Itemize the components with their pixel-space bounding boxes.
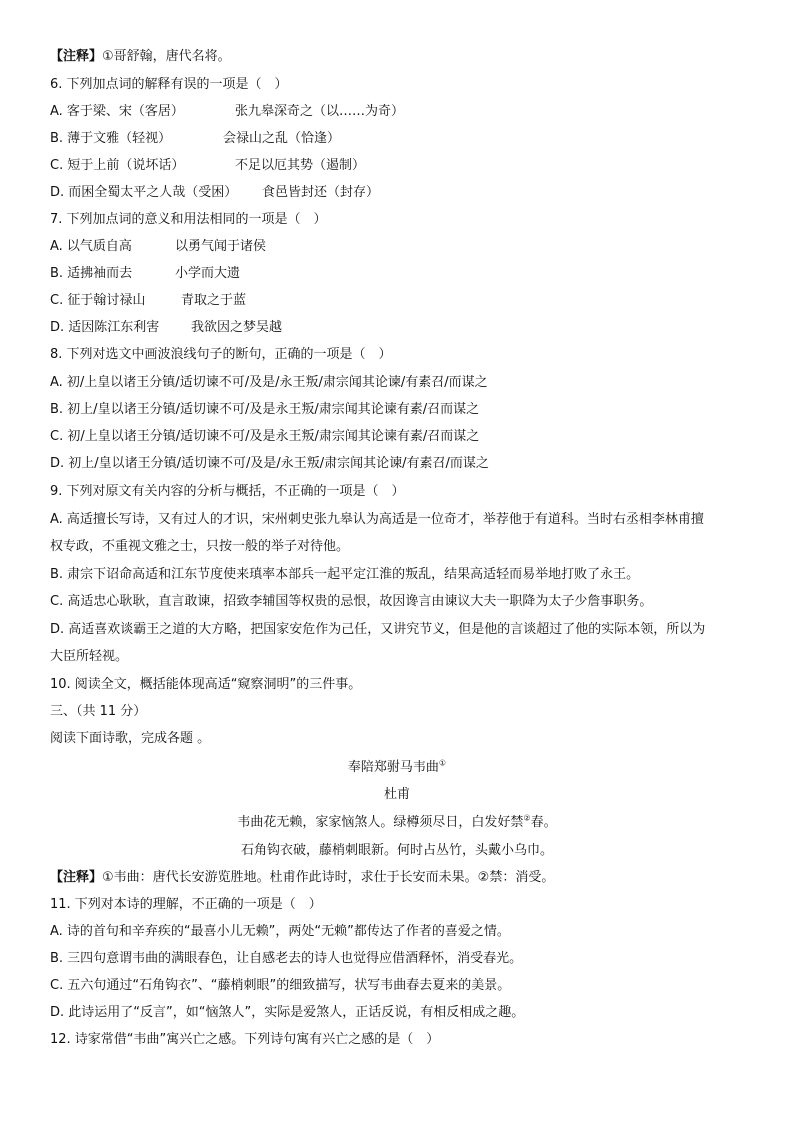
q7-option-a <box>50 233 762 260</box>
q6-b-left: B. 薄于文雅（轻视） <box>50 131 172 146</box>
poem-instruction: 阅读下面诗歌，完成各题 。 <box>50 731 211 746</box>
note-text: ①哥舒翰，唐代名将。 <box>102 49 231 64</box>
section-3-heading: 三、（共 11 分） <box>50 704 147 719</box>
poem-line-1-footnote: ② <box>523 813 531 823</box>
q8-stem: 8. 下列对选文中画波浪线句子的断句，正确的一项是（ ） <box>50 347 392 362</box>
q7-b-left: B. 适拂袖而去 <box>50 266 133 281</box>
q11-option-c: C. 五六句通过“石角钩衣”、“藤梢刺眼”的细致描写，状写韦曲春去夏来的美景。 <box>50 978 511 993</box>
q7-a-right: 以勇气闻于诸侯 <box>175 239 267 254</box>
poem-line-2: 石角钩衣破，藤梢刺眼新。何时占丛竹，头戴小乌巾。 <box>240 843 553 858</box>
q9-option-d-line1: D. 高适喜欢谈霸王之道的大方略，把国家安危作为己任，又讲究节义，但是他的言谈超过了他的实际本领，所以为 <box>50 622 706 637</box>
q9-stem: 9. 下列对原文有关内容的分析与概括，不正确的一项是（ ） <box>50 484 405 499</box>
q7-c-right: 青取之于蓝 <box>181 293 247 308</box>
q11-option-b: B. 三四句意谓韦曲的满眼春色，让自感老去的诗人也觉得应借酒释怀，消受春光。 <box>50 951 523 966</box>
q6-d-left: D. 而困全蜀太平之人哉（受困） <box>50 185 238 200</box>
poem-title <box>0 754 794 781</box>
q7-c-left: C. 征于翰讨禄山 <box>50 293 146 308</box>
q6-a-left: A. 客于梁、宋（客居） <box>50 104 184 119</box>
q6-option-b <box>50 125 762 152</box>
poem-line-1 <box>0 809 794 836</box>
q6-c-left: C. 短于上前（说坏话） <box>50 158 185 173</box>
poem-line-1-text-a: 韦曲花无赖，家家恼煞人。绿樽须尽日，白发好禁 <box>237 815 524 830</box>
note-poem <box>50 864 762 891</box>
q7-d-right: 我欲因之梦吴越 <box>191 320 283 335</box>
q12-stem: 12. 诗家常借“韦曲”寓兴亡之感。下列诗句寓有兴亡之感的是（ ） <box>50 1032 440 1047</box>
q8-option-b: B. 初上/皇以诸王分镇/适切谏不可/及是永王叛/肃宗闻其论谏有素/召而谋之 <box>50 402 480 417</box>
q9-option-b: B. 肃宗下诏命高适和江东节度使来瑱率本部兵一起平定江淮的叛乱，结果高适轻而易举地打败了永王。 <box>50 567 640 582</box>
q6-b-right: 会禄山之乱（恰逢） <box>223 131 341 146</box>
q7-stem: 7. 下列加点词的意义和用法相同的一项是（ ） <box>50 212 327 227</box>
q8-option-a: A. 初/上皇以诸王分镇/适切谏不可/及是/永王叛/肃宗闻其论谏/有素召/而谋之 <box>50 375 488 390</box>
q7-option-c <box>50 287 762 314</box>
q6-c-right: 不足以厄其势（遏制） <box>235 158 366 173</box>
q9-option-a-line2: 权专政，不重视文雅之士，只按一般的举子对待他。 <box>50 539 350 554</box>
poem-title-text: 奉陪郑驸马韦曲 <box>347 760 439 775</box>
q10-stem: 10. 阅读全文，概括能体现高适“窥察洞明”的三件事。 <box>50 677 362 692</box>
q6-option-c <box>50 152 762 179</box>
q7-b-right: 小学而大遗 <box>175 266 241 281</box>
q11-stem: 11. 下列对本诗的理解，不正确的一项是（ ） <box>50 897 322 912</box>
q7-d-left: D. 适因陈江东利害 <box>50 320 160 335</box>
q9-option-c: C. 高适忠心耿耿，直言敢谏，招致李辅国等权贵的忌恨，故因谗言由谏议大夫一职降为太子少詹事职务。 <box>50 594 653 609</box>
q11-option-d: D. 此诗运用了“反言”，如“恼煞人”，实际是爱煞人，正话反说，有相反相成之趣。 <box>50 1005 525 1020</box>
poem-title-footnote: ① <box>438 758 447 768</box>
q8-option-d: D. 初上/皇以诸王分镇/适切谏不可/及是/永王叛/肃宗闻其论谏/有素召/而谋之 <box>50 456 489 471</box>
q9-option-a-line1: A. 高适擅长写诗，又有过人的才识，宋州刺史张九皋认为高适是一位奇才，举荐他于有道科。当时右丞相李林甫擅 <box>50 512 704 527</box>
note-top <box>50 43 762 70</box>
q6-stem: 6. 下列加点词的解释有误的一项是（ ） <box>50 77 288 92</box>
q6-option-a <box>50 98 762 125</box>
q6-option-d <box>50 179 762 206</box>
poem-author: 杜甫 <box>383 787 410 802</box>
q8-option-c: C. 初/上皇以诸王分镇/适切谏不可/及是永王叛/肃宗闻其论谏有素/召而谋之 <box>50 429 480 444</box>
q11-option-a: A. 诗的首句和辛弃疾的“最喜小儿无赖”，两处“无赖”都传达了作者的喜爱之情。 <box>50 924 510 939</box>
q9-option-d-line2: 大臣所轻视。 <box>50 649 129 664</box>
q7-option-d <box>50 314 762 341</box>
poem-line-1-text-b: 春。 <box>530 815 557 830</box>
q7-option-b <box>50 260 762 287</box>
q6-a-right: 张九皋深奇之（以……为奇） <box>235 104 405 119</box>
q7-a-left: A. 以气质自高 <box>50 239 132 254</box>
note-poem-label: 【注释】 <box>50 870 103 885</box>
note-label: 【注释】 <box>50 49 103 64</box>
note-poem-text: ①韦曲：唐代长安游览胜地。杜甫作此诗时，求仕于长安而未果。②禁：消受。 <box>102 870 555 885</box>
q6-d-right: 食邑皆封还（封存） <box>262 185 380 200</box>
